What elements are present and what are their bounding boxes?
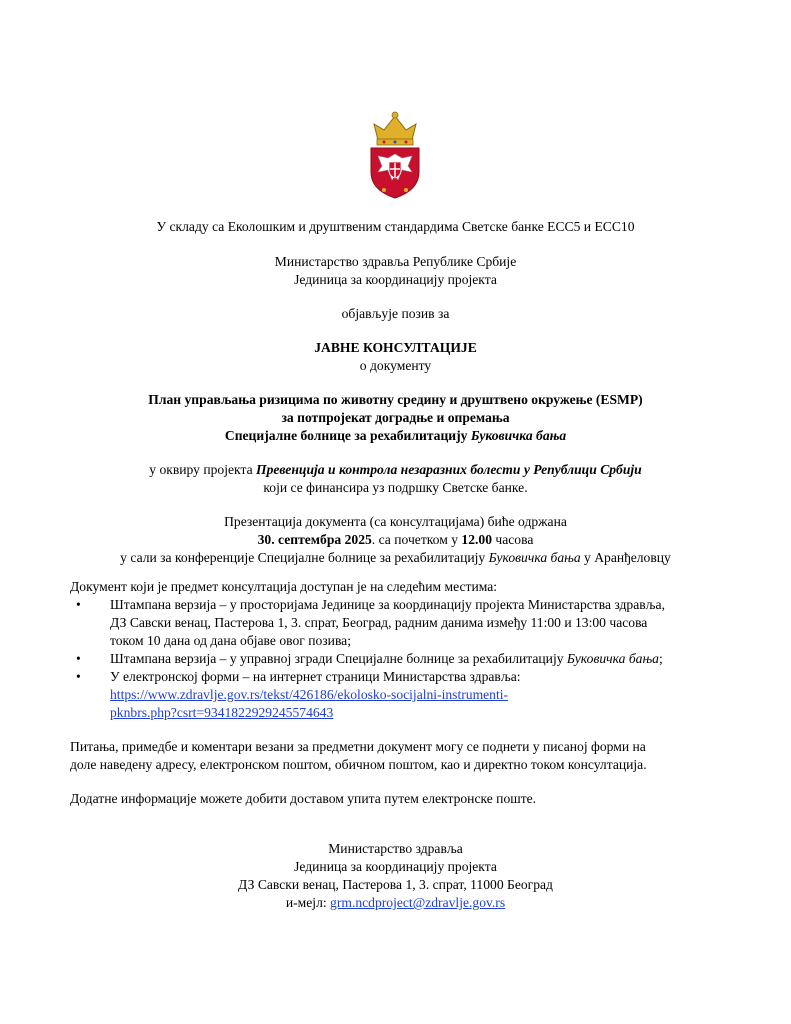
item2-italic: Буковичка бања bbox=[566, 651, 659, 666]
presentation-suffix: часова bbox=[492, 532, 534, 547]
list-item bbox=[70, 650, 730, 668]
item1-line2: ДЗ Савски венац, Пастерова 1, 3. спрат, Београд, радним данима између 11:00 и 13:00 часова bbox=[110, 615, 648, 630]
email-link[interactable]: grm.ncdproject@zdravlje.gov.rs bbox=[330, 895, 506, 910]
intro-line: У складу са Еколошким и друштвеним стандардима Светске банке ЕСС5 и ЕСС10 bbox=[156, 219, 635, 234]
questions-line2: доле наведену адресу, електронском поштом, обичном поштом, као и директно током консултација. bbox=[70, 757, 647, 772]
item1-line1: Штампана верзија – у просторијама Јединице за координацију пројекта Министарства здравља, bbox=[110, 597, 665, 612]
contact-ministry: Министарство здравља bbox=[328, 841, 463, 856]
additional-info: Додатне информације можете добити доставом упита путем електронске поште. bbox=[70, 791, 537, 806]
about-document: о документу bbox=[359, 358, 432, 373]
financed-line: који се финансира уз подршку Светске банке. bbox=[263, 480, 528, 495]
presentation-line1: Презентација документа (са консултацијама) биће одржана bbox=[224, 514, 567, 529]
presentation-place-line bbox=[0, 549, 791, 567]
document-title-line1: План управљања ризицима по животну средину и друштвено окружење (ESMP) bbox=[148, 392, 643, 407]
presentation-date: 30. септембра 2025 bbox=[257, 532, 372, 547]
document-title-spa-name: Буковичка бања bbox=[470, 428, 567, 443]
presentation-mid: . са почетком у bbox=[371, 532, 462, 547]
list-item bbox=[70, 668, 730, 722]
ministry-document-link-part2[interactable]: pknbrs.php?csrt=9341822929245574643 bbox=[110, 705, 334, 720]
ministry-name: Министарство здравља Републике Србије bbox=[274, 254, 517, 269]
list-item bbox=[70, 596, 730, 650]
contact-email-line bbox=[0, 894, 791, 912]
project-line bbox=[0, 461, 791, 479]
serbian-coat-of-arms-icon bbox=[364, 110, 426, 200]
unit-name: Јединица за координацију пројекта bbox=[294, 272, 497, 287]
questions-line1: Питања, примедбе и коментари везани за предметни документ могу се поднети у писаној форми на bbox=[70, 739, 646, 754]
document-title-line2: за потпројекат доградње и опремања bbox=[281, 410, 510, 425]
availability-list bbox=[70, 596, 730, 722]
place-prefix: у сали за конференције Специјалне болнице за рехабилитацију bbox=[120, 550, 489, 565]
announces-text: објављује позив за bbox=[341, 306, 450, 321]
contact-unit: Јединица за координацију пројекта bbox=[294, 859, 497, 874]
item1-line3: током 10 дана од дана објаве овог позива; bbox=[110, 633, 351, 648]
item2-line bbox=[110, 650, 730, 668]
availability-intro: Документ који је предмет консултација доступан је на следећим местима: bbox=[70, 579, 498, 594]
place-italic: Буковичка бања bbox=[488, 550, 581, 565]
page-title: ЈАВНЕ КОНСУЛТАЦИЈЕ bbox=[314, 340, 477, 355]
item2-suffix: ; bbox=[658, 651, 663, 666]
project-prefix: у оквиру пројекта bbox=[149, 462, 256, 477]
document-title-line3 bbox=[0, 427, 791, 445]
document-title-line3-prefix: Специјалне болнице за рехабилитацију bbox=[224, 428, 471, 443]
email-label: и-мејл: bbox=[285, 895, 331, 910]
place-suffix: у Аранђеловцу bbox=[580, 550, 671, 565]
bullet-icon: • bbox=[76, 651, 81, 666]
presentation-time: 12.00 bbox=[461, 532, 492, 547]
bullet-icon: • bbox=[76, 669, 81, 684]
item2-prefix: Штампана верзија – у управној згради Специјалне болнице за рехабилитацију bbox=[110, 651, 567, 666]
ministry-document-link-part1[interactable]: https://www.zdravlje.gov.rs/tekst/426186/ekolosko-socijalni-instrumenti- bbox=[110, 687, 509, 702]
contact-address: ДЗ Савски венац, Пастерова 1, 3. спрат, 11000 Београд bbox=[238, 877, 553, 892]
project-name: Превенција и контрола незаразних болести у Републици Србији bbox=[256, 462, 642, 477]
item3-line1: У електронској форми – на интернет страници Министарства здравља: bbox=[110, 669, 521, 684]
presentation-date-line bbox=[0, 531, 791, 549]
bullet-icon: • bbox=[76, 597, 81, 612]
